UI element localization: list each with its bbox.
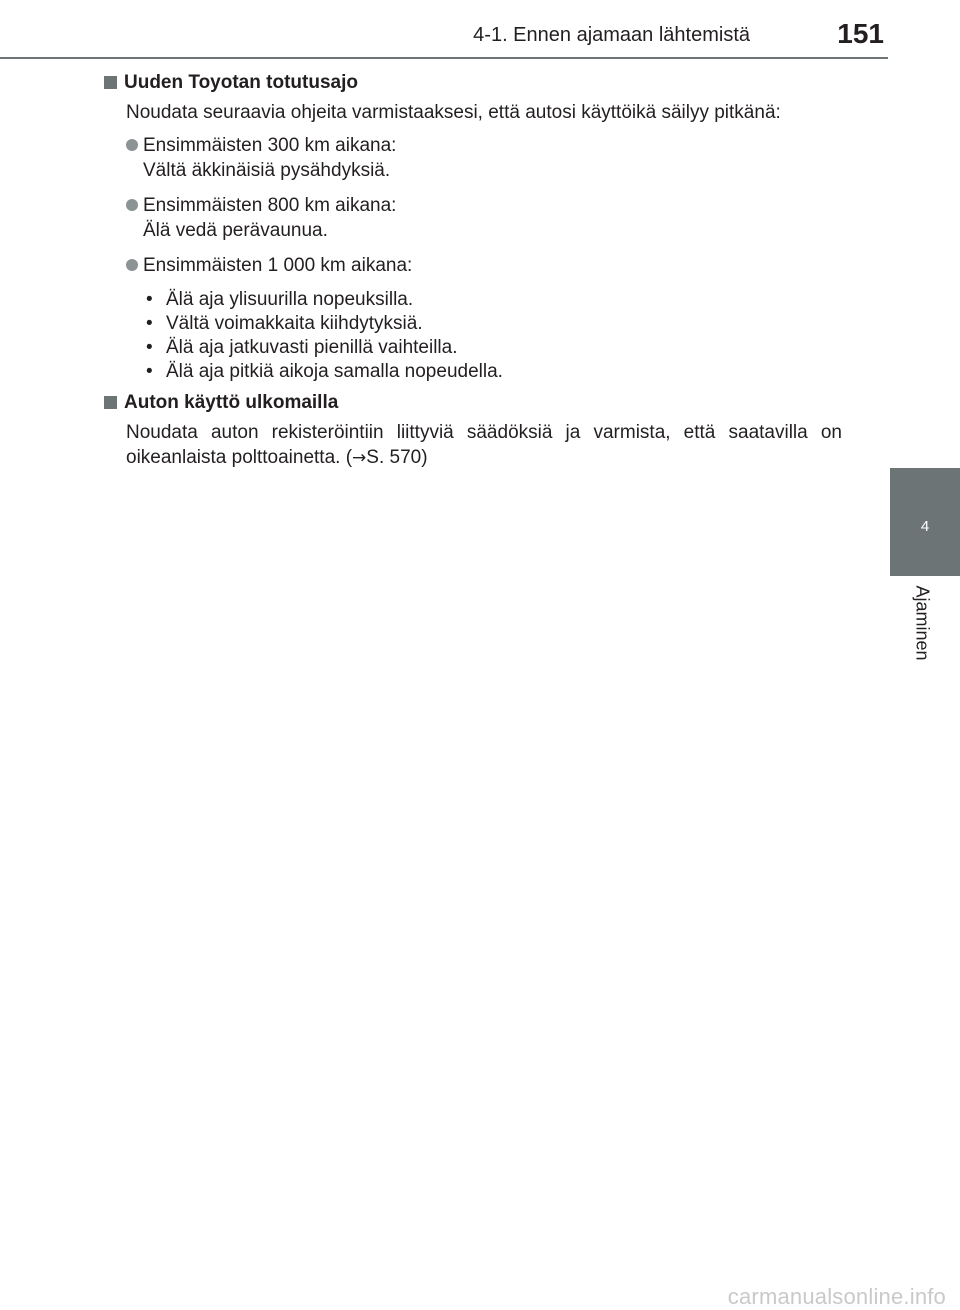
chapter-tab [890,468,960,576]
page-header [0,0,888,58]
list-item-title: Ensimmäisten 1 000 km aikana: [143,255,413,276]
header-divider [0,57,888,59]
circle-bullet-icon [126,199,138,211]
sub-list-item: • Vältä voimakkaita kiihdytyksiä. [146,312,842,336]
list-item-detail: Vältä äkkinäisiä pysähdyksiä. [143,160,391,181]
chapter-side-label-text: Ajaminen [912,585,933,661]
list-item-title: Ensimmäisten 300 km aikana: [143,135,397,156]
list-item [126,193,842,243]
chapter-tab-number: 4 [920,518,930,535]
sub-list-item: • Älä aja ylisuurilla nopeuksilla. [146,288,842,312]
list-item [126,133,842,183]
section-heading-breakin [104,70,842,95]
page-number: 151 [837,18,884,49]
page-reference-link[interactable]: S. 570) [366,447,428,468]
circle-bullet-icon [126,259,138,271]
chapter-side-label [911,585,933,680]
list-item [126,253,842,278]
section-heading-text: Uuden Toyotan totutusajo [124,72,358,93]
chapter-title: 4-1. Ennen ajamaan lähtemistä [473,24,750,46]
list-item-title: Ensimmäisten 800 km aikana: [143,195,397,216]
section-body-text: Noudata auton rekisteröintiin liittyviä säädöksiä ja varmista, että saatavilla on oikeanlaista polttoainetta. ( [126,422,842,468]
section-intro: Noudata seuraavia ohjeita varmistaaksesi, että autosi käyttöikä säilyy pitkänä: [126,102,781,123]
section-heading-abroad [104,390,842,415]
page-reference-arrow-icon: → [352,448,367,468]
sub-list-item: • Älä aja jatkuvasti pienillä vaihteilla. [146,336,842,360]
sub-list [146,288,842,384]
circle-bullet-icon [126,139,138,151]
section-body [126,420,842,471]
list-item-detail: Älä vedä perävaunua. [143,220,328,241]
sub-list-item: • Älä aja pitkiä aikoja samalla nopeudella. [146,360,842,384]
square-bullet-icon [104,76,117,89]
watermark: carmanualsonline.info [727,1284,946,1309]
page-content [104,70,842,479]
square-bullet-icon [104,396,117,409]
section-heading-text: Auton käyttö ulkomailla [124,392,339,413]
